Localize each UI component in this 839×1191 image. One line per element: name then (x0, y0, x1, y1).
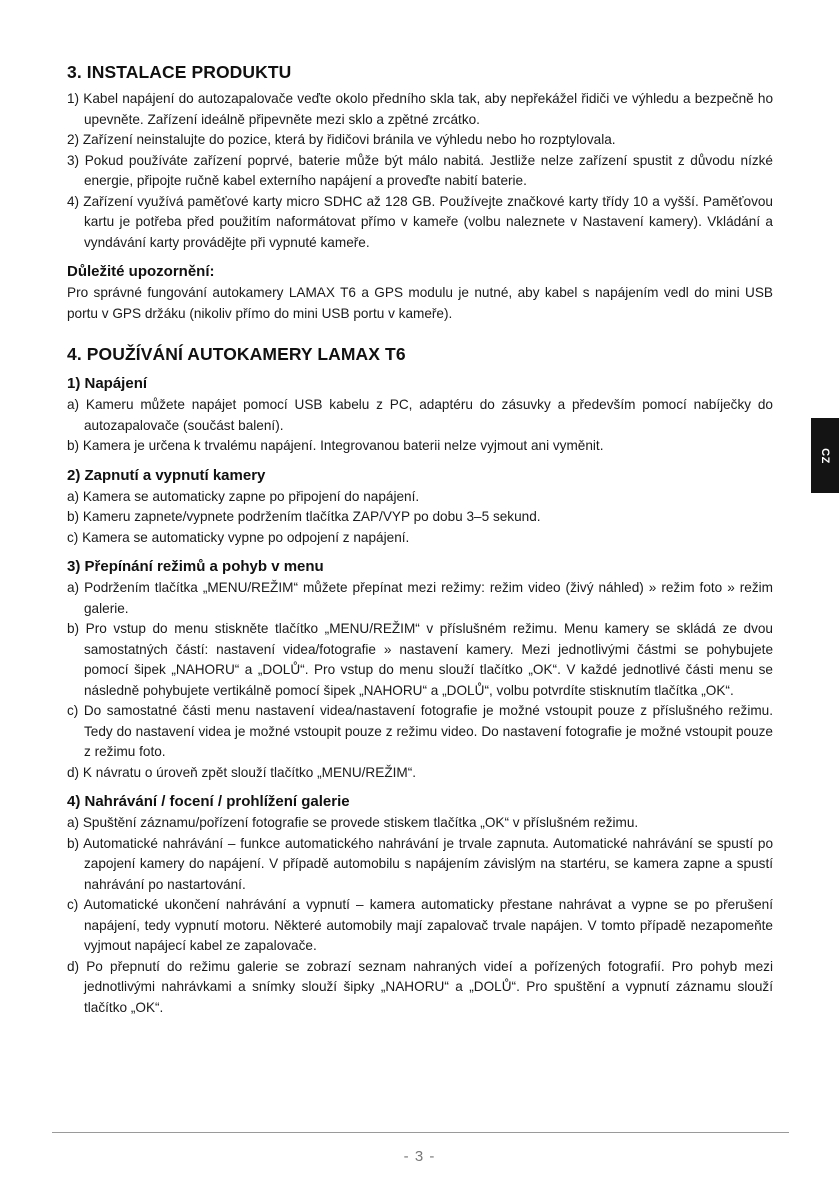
list-item: b) Kameru zapnete/vypnete podržením tlačítka ZAP/VYP po dobu 3–5 sekund. (67, 509, 541, 524)
list-item: d) Po přepnutí do režimu galerie se zobrazí seznam nahraných videí a pořízených fotografií. Pro pohyb mezi jednotlivými nahrávkami a snímky slouží šipky „NAHORU“ a „DOLŮ“. Pro spuštění a vypnutí záznamu slouží tlačítko „OK“. (67, 958, 773, 1015)
language-tab (811, 418, 839, 493)
list-item: 4) Zařízení využívá paměťové karty micro SDHC až 128 GB. Používejte značkové karty třídy 10 a vyšší. Paměťovou kartu je potřeba před použitím naformátovat přímo v kameře (volbu naleznete v Nastavení kamery). Vkládání a vyndávání karty provádějte při vypnuté kameře. (67, 193, 773, 250)
notice-text: Pro správné fungování autokamery LAMAX T6 a GPS modulu je nutné, aby kabel s napájením vedl do mini USB portu v GPS držáku (nikoliv přímo do mini USB portu v kameře). (67, 285, 773, 321)
list-item: a) Podržením tlačítka „MENU/REŽIM“ můžete přepínat mezi režimy: režim video (živý náhled) » režim foto » režim galerie. (67, 580, 773, 616)
list-item: c) Do samostatné části menu nastavení videa/nastavení fotografie je možné vstoupit pouze z příslušného režimu. Tedy do nastavení videa je možné vstoupit pouze z režimu video. Do nastavení fotografie je možné vstoupit pouze z režimu foto. (67, 703, 773, 759)
section-4-title: 4. POUŽÍVÁNÍ AUTOKAMERY LAMAX T6 (67, 344, 406, 364)
notice-title: Důležité upozornění: (67, 263, 215, 280)
section-3-title: 3. INSTALACE PRODUKTU (67, 62, 292, 82)
subsection-onoff-title: 2) Zapnutí a vypnutí kamery (67, 466, 266, 484)
list-item: a) Spuštění záznamu/pořízení fotografie se provede stiskem tlačítka „OK“ v příslušném režimu. (67, 815, 639, 830)
list-item: b) Automatické nahrávání – funkce automatického nahrávání je trvale zapnuta. Automatické nahrávání se spustí po zapojení kamery do napájení. V případě automobilu s napájením závislým na startéru, se kamera zapne a spustí nahrávání po nastartování. (67, 835, 773, 892)
footer-divider (52, 1132, 789, 1133)
subsection-onoff-list (67, 487, 773, 549)
list-item: 3) Pokud používáte zařízení poprvé, baterie může být málo nabitá. Jestliže nelze zařízení spustit z důvodu nízké energie, připojte ručně kabel externího napájení a proveďte nabití baterie. (67, 152, 773, 188)
section-3-list (67, 89, 773, 253)
list-item: a) Kamera se automaticky zapne po připojení do napájení. (67, 488, 420, 504)
language-tab-label: CZ (818, 447, 831, 464)
subsection-power-title: 1) Napájení (67, 375, 148, 392)
list-item: 1) Kabel napájení do autozapalovače veďte okolo předního skla tak, aby nepřekážel řidiči ve výhledu a bezpečně ho upevněte. Zařízení ideálně připevněte mezi sklo a zpětné zrcátko. (67, 91, 773, 127)
subsection-menu-title: 3) Přepínání režimů a pohyb v menu (67, 558, 324, 575)
list-item: b) Kamera je určena k trvalému napájení. Integrovanou baterii nelze vyjmout ani vyměnit. (67, 438, 604, 453)
document-page (67, 62, 773, 1018)
list-item: b) Pro vstup do menu stiskněte tlačítko „MENU/REŽIM“ v příslušném režimu. Menu kamery se skládá ze dvou samostatných částí: nastavení videa/fotografie » nastavení kamery. Mezi jednotlivými částmi se pohybujete pomocí šipek „NAHORU“ a „DOLŮ“. Pro vstup do menu slouží tlačítko „OK“. V každé jednotlivé části menu se následně pohybujete vertikálně pomocí šipek „NAHORU“ a „DOLŮ“, volbu potvrdíte stisknutím tlačítka „OK“. (67, 621, 773, 698)
page-number: - 3 - (403, 1148, 436, 1165)
subsection-menu-list (67, 578, 773, 783)
list-item: 2) Zařízení neinstalujte do pozice, která by řidičovi bránila ve výhledu nebo ho rozptylovala. (67, 132, 616, 147)
subsection-power-list (67, 395, 773, 457)
list-item: a) Kameru můžete napájet pomocí USB kabelu z PC, adaptéru do zásuvky a především pomocí nabíječky do autozapalovače (součást balení). (67, 397, 773, 433)
list-item: c) Kamera se automaticky vypne po odpojení z napájení. (67, 529, 410, 545)
list-item: c) Automatické ukončení nahrávání a vypnutí – kamera automaticky přestane nahrávat a vypne se po přerušení napájení, tedy vypnutí motoru. Některé automobily mají zapalovač trvale napájen. V tomto případě nezapomeňte vyjmout napájecí kabel ze zapalovače. (67, 897, 773, 953)
subsection-recording-title: 4) Nahrávání / focení / prohlížení galerie (67, 793, 350, 810)
subsection-recording-list (67, 813, 773, 1018)
list-item: d) K návratu o úroveň zpět slouží tlačítko „MENU/REŽIM“. (67, 764, 417, 780)
